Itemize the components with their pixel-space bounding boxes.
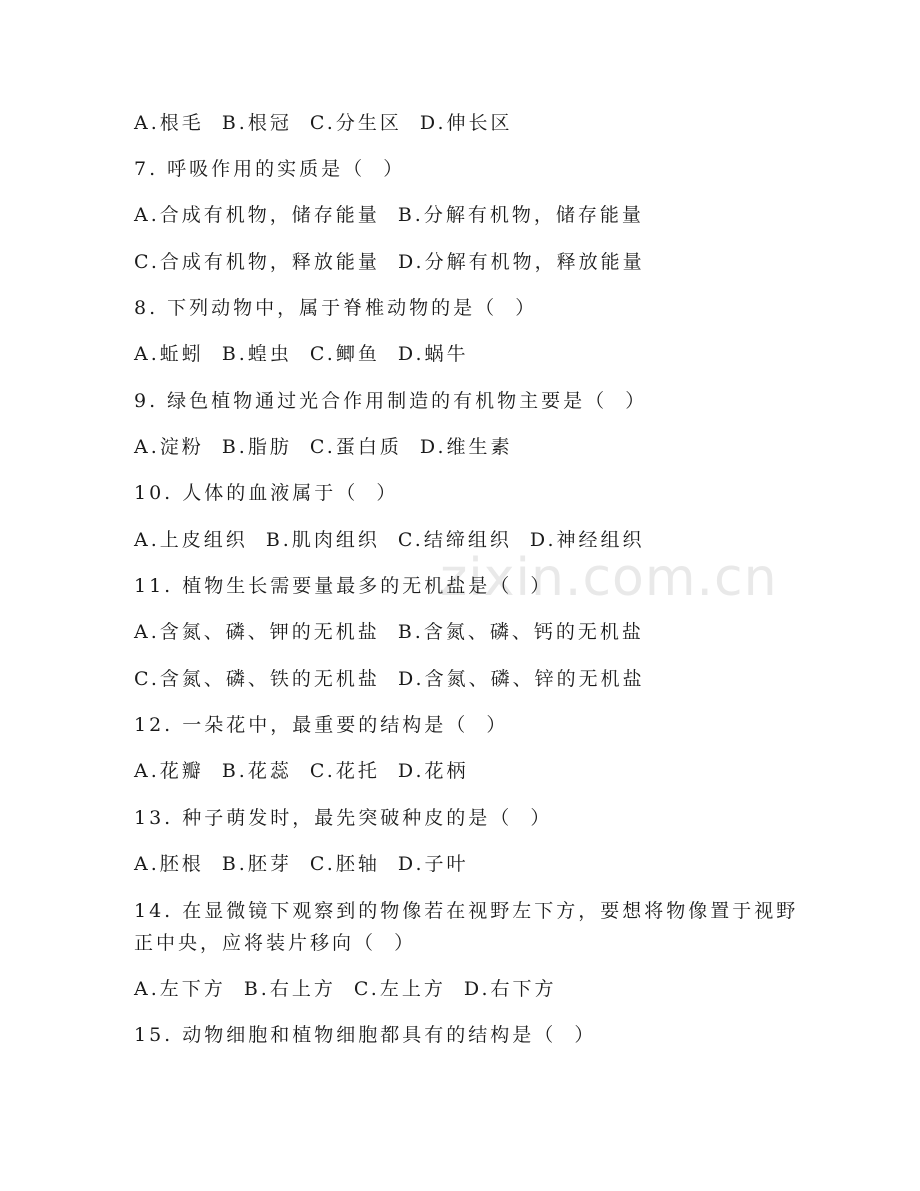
option-line: A.合成有机物，储存能量 B.分解有机物，储存能量 (134, 204, 644, 226)
option-line: C.合成有机物，释放能量 D.分解有机物，释放能量 (134, 251, 645, 273)
question-line: 14. 在显微镜下观察到的物像若在视野左下方，要想将物像置于视野 (134, 900, 799, 922)
question-line: 13. 种子萌发时，最先突破种皮的是（ ） (134, 807, 553, 829)
option-line: A.淀粉 B.脂肪 C.蛋白质 D.维生素 (134, 436, 513, 458)
watermark: zixin.com.cn (440, 548, 778, 608)
question-line: 9. 绿色植物通过光合作用制造的有机物主要是（ ） (134, 390, 648, 412)
option-line: A.左下方 B.右上方 C.左上方 D.右下方 (134, 978, 557, 1000)
option-line: A.含氮、磷、钾的无机盐 B.含氮、磷、钙的无机盐 (134, 621, 644, 643)
question-line: 7. 呼吸作用的实质是（ ） (134, 158, 406, 180)
question-line: 10. 人体的血液属于（ ） (134, 482, 399, 504)
question-line: 11. 植物生长需要量最多的无机盐是（ ） (134, 575, 553, 597)
option-line: A.蚯蚓 B.蝗虫 C.鲫鱼 D.蜗牛 (134, 343, 469, 365)
question-line: 12. 一朵花中，最重要的结构是（ ） (134, 714, 509, 736)
option-line: A.上皮组织 B.肌肉组织 C.结缔组织 D.神经组织 (134, 529, 645, 551)
option-line: A.胚根 B.胚芽 C.胚轴 D.子叶 (134, 853, 469, 875)
option-line: C.含氮、磷、铁的无机盐 D.含氮、磷、锌的无机盐 (134, 668, 645, 690)
option-line: A.花瓣 B.花蕊 C.花托 D.花柄 (134, 760, 469, 782)
question-line-continued: 正中央，应将装片移向（ ） (134, 932, 417, 954)
option-line: A.根毛 B.根冠 C.分生区 D.伸长区 (134, 112, 513, 134)
question-line: 8. 下列动物中，属于脊椎动物的是（ ） (134, 297, 538, 319)
question-line: 15. 动物细胞和植物细胞都具有的结构是（ ） (134, 1024, 597, 1046)
